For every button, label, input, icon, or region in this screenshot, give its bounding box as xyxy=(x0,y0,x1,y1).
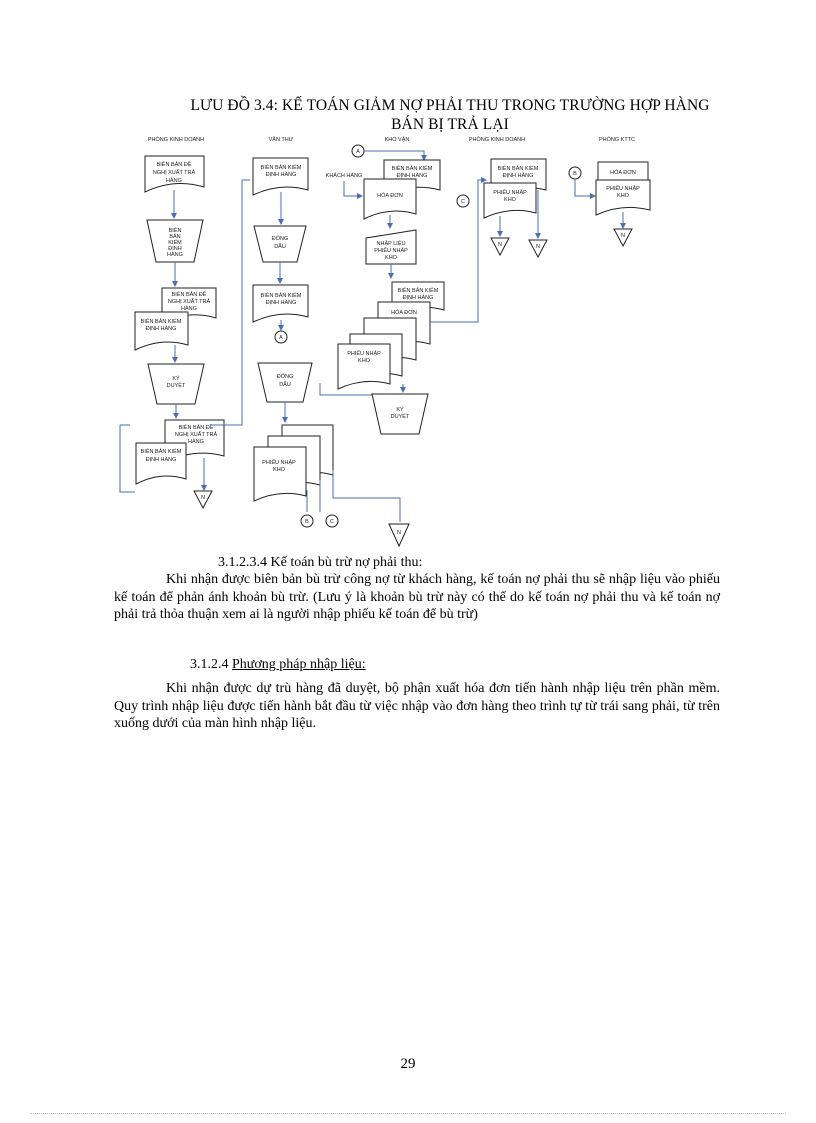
svg-text:DẤU: DẤU xyxy=(274,244,286,250)
lane-header: PHÒNG KINH DOANH xyxy=(468,137,526,143)
svg-text:ĐỊNH HÀNG: ĐỊNH HÀNG xyxy=(265,300,297,306)
svg-text:DUYỆT: DUYỆT xyxy=(390,414,410,420)
svg-text:ĐỊNH HÀNG: ĐỊNH HÀNG xyxy=(145,326,177,332)
flow-line xyxy=(344,181,362,196)
svg-text:PHIẾU NHẬP: PHIẾU NHẬP xyxy=(493,190,527,196)
svg-text:NGHỊ XUẤT TRẢ: NGHỊ XUẤT TRẢ xyxy=(174,432,218,438)
section-heading-3-1-2-3-4: 3.1.2.3.4 Kế toán bù trừ nợ phải thu: xyxy=(218,555,423,570)
lane-header: VĂN THƯ xyxy=(268,137,294,143)
manual-op-kiem-dinh xyxy=(147,220,203,262)
svg-text:HÓA ĐƠN: HÓA ĐƠN xyxy=(610,170,636,176)
svg-text:N: N xyxy=(621,233,625,239)
svg-text:BIÊN BẢN KIỂM: BIÊN BẢN KIỂM xyxy=(497,166,539,172)
svg-text:DẤU: DẤU xyxy=(279,382,291,388)
doc-hoa-don-1 xyxy=(364,179,416,219)
svg-text:PHIẾU NHẬP: PHIẾU NHẬP xyxy=(374,248,408,254)
page-bottom-divider xyxy=(30,1113,786,1114)
svg-text:KHO: KHO xyxy=(358,358,370,364)
connector-a-2 xyxy=(352,145,364,157)
svg-text:BIÊN BẢN ĐỀ: BIÊN BẢN ĐỀ xyxy=(171,292,207,298)
svg-text:BIÊN BẢN KIỂM: BIÊN BẢN KIỂM xyxy=(140,449,182,455)
svg-text:B: B xyxy=(305,519,309,525)
svg-text:BIÊN BẢN ĐỀ: BIÊN BẢN ĐỀ xyxy=(178,425,214,431)
manual-op-ky-duyet-2 xyxy=(372,394,428,434)
connector-b-2 xyxy=(569,167,581,179)
svg-text:NGHỊ XUẤT TRẢ: NGHỊ XUẤT TRẢ xyxy=(152,170,196,176)
flow-line xyxy=(364,151,424,160)
svg-text:HÓA ĐƠN: HÓA ĐƠN xyxy=(377,193,403,199)
svg-text:ĐÓNG: ĐÓNG xyxy=(271,236,289,242)
doc-bbdn-1 xyxy=(145,156,204,192)
svg-text:C: C xyxy=(461,199,465,205)
doc-bbkd-2 xyxy=(136,443,186,484)
paragraph-nhap-lieu: Khi nhận được dự trù hàng đã duyệt, bộ phận xuất hóa đơn tiến hành nhập liệu trên phần mềm. Quy trình nhập liệu được tiến hành bắt đầu từ việc nhập vào đơn hàng theo trình tự từ trái sang phải, từ trên xuống dưới của màn hình nhập liệu. xyxy=(114,681,720,731)
flowchart-diagram xyxy=(0,0,816,560)
svg-text:BIÊN BẢN KIỂM: BIÊN BẢN KIỂM xyxy=(140,319,182,325)
section-heading-3-1-2-4 xyxy=(190,656,366,673)
svg-text:A: A xyxy=(279,335,283,341)
svg-text:BIÊN: BIÊN xyxy=(168,228,182,234)
doc-bbkd-3 xyxy=(253,158,308,195)
doc-bbkd-1 xyxy=(135,312,188,350)
title-line-1: LƯU ĐỒ 3.4: KẾ TOÁN GIẢM NỢ PHẢI THU TRONG TRƯỜNG HỢP HÀNG xyxy=(190,97,710,114)
svg-text:BIÊN BẢN KIỂM: BIÊN BẢN KIỂM xyxy=(391,166,433,172)
lane-header: PHÒNG KINH DOANH xyxy=(147,137,205,143)
external-khach-hang: KHÁCH HÀNG xyxy=(325,173,363,179)
manual-op-dong-dau-1 xyxy=(254,226,306,262)
manual-op-dong-dau-2 xyxy=(258,363,312,402)
manual-op-ky-duyet-1 xyxy=(148,364,204,404)
svg-text:DUYỆT: DUYỆT xyxy=(166,383,186,389)
svg-text:ĐỊNH HÀNG: ĐỊNH HÀNG xyxy=(402,295,434,301)
svg-text:HÓA ĐƠN: HÓA ĐƠN xyxy=(391,310,417,316)
svg-text:BIÊN BẢN KIỂM: BIÊN BẢN KIỂM xyxy=(260,293,302,299)
connector-c-1 xyxy=(326,515,338,527)
section-number: 3.1.2.4 xyxy=(190,657,232,672)
connector-n-2 xyxy=(389,524,409,546)
svg-text:ĐỊNH HÀNG: ĐỊNH HÀNG xyxy=(145,457,177,463)
svg-text:ĐỊNH HÀNG: ĐỊNH HÀNG xyxy=(265,172,297,178)
svg-text:N: N xyxy=(498,242,502,248)
connector-n-1 xyxy=(194,491,212,508)
svg-text:C: C xyxy=(330,519,334,525)
flow-line xyxy=(307,470,400,522)
connector-b-1 xyxy=(301,515,313,527)
connector-n-4 xyxy=(529,240,547,257)
svg-text:KÝ: KÝ xyxy=(172,376,180,382)
page-number: 29 xyxy=(400,1056,416,1072)
svg-text:KHO: KHO xyxy=(385,255,397,261)
svg-text:ĐỊNH HÀNG: ĐỊNH HÀNG xyxy=(502,173,534,179)
svg-text:B: B xyxy=(573,171,577,177)
title-line-2: BÁN BỊ TRẢ LẠI xyxy=(391,116,509,133)
svg-text:KHO: KHO xyxy=(504,197,516,203)
svg-text:N: N xyxy=(201,495,205,501)
svg-text:PHIẾU NHẬP: PHIẾU NHẬP xyxy=(262,460,296,466)
svg-text:N: N xyxy=(397,530,401,536)
flow-line xyxy=(575,179,595,196)
svg-text:BIÊN BẢN KIỂM: BIÊN BẢN KIỂM xyxy=(260,165,302,171)
svg-text:PHIẾU NHẬP: PHIẾU NHẬP xyxy=(347,351,381,357)
svg-text:ĐỊNH HÀNG: ĐỊNH HÀNG xyxy=(396,173,428,179)
lane-header: PHÒNG KTTC xyxy=(598,137,636,143)
doc-bbkd-4 xyxy=(253,285,308,322)
svg-text:NHẬP LIỆU: NHẬP LIỆU xyxy=(376,241,406,247)
svg-text:HÀNG: HÀNG xyxy=(166,178,182,184)
svg-text:ĐÓNG: ĐÓNG xyxy=(276,374,294,380)
manual-input-nhap-lieu xyxy=(366,230,416,264)
doc-phieu-nhap-kho-2 xyxy=(484,183,536,218)
connector-n-3 xyxy=(491,238,509,255)
svg-text:KHO: KHO xyxy=(617,193,629,199)
doc-stack-phieu-nhap-kho-1 xyxy=(254,425,333,501)
svg-text:NGHỊ XUẤT TRẢ: NGHỊ XUẤT TRẢ xyxy=(167,299,211,305)
connector-a-1 xyxy=(275,331,287,343)
svg-text:ĐỊNH: ĐỊNH xyxy=(168,246,182,252)
svg-text:N: N xyxy=(536,244,540,250)
doc-stack-kho-van xyxy=(338,282,444,389)
svg-text:HÀNG: HÀNG xyxy=(181,306,197,312)
svg-text:BẢN: BẢN xyxy=(169,234,181,240)
paragraph-bu-tru: Khi nhận được biên bản bù trừ công nợ từ khách hàng, kế toán nợ phải thu sẽ nhập liệu vào phiếu kế toán để phản ánh khoản bù trừ. (Lưu ý là khoản bù trừ này có thể do kế toán nợ phải thu và kế toán nợ phải trả thỏa thuận xem ai là người nhập phiếu kế toán để bù trừ) xyxy=(114,572,720,622)
doc-phieu-nhap-kho-3 xyxy=(596,180,650,215)
svg-text:BIÊN BẢN ĐỀ: BIÊN BẢN ĐỀ xyxy=(156,162,192,168)
svg-text:BIÊN BẢN KIỂM: BIÊN BẢN KIỂM xyxy=(397,288,439,294)
svg-text:A: A xyxy=(356,149,360,155)
lane-header: KHO VẬN xyxy=(384,137,410,143)
connector-n-5 xyxy=(614,229,632,246)
svg-text:KIỂM: KIỂM xyxy=(168,240,182,246)
svg-text:HÀNG: HÀNG xyxy=(188,439,204,445)
svg-text:KHO: KHO xyxy=(273,467,285,473)
section-title: Phương pháp nhập liệu: xyxy=(232,657,366,672)
svg-text:KÝ: KÝ xyxy=(396,407,404,413)
svg-text:PHIẾU NHẬP: PHIẾU NHẬP xyxy=(606,186,640,192)
connector-c-2 xyxy=(457,195,469,207)
svg-text:HÀNG: HÀNG xyxy=(167,252,183,258)
